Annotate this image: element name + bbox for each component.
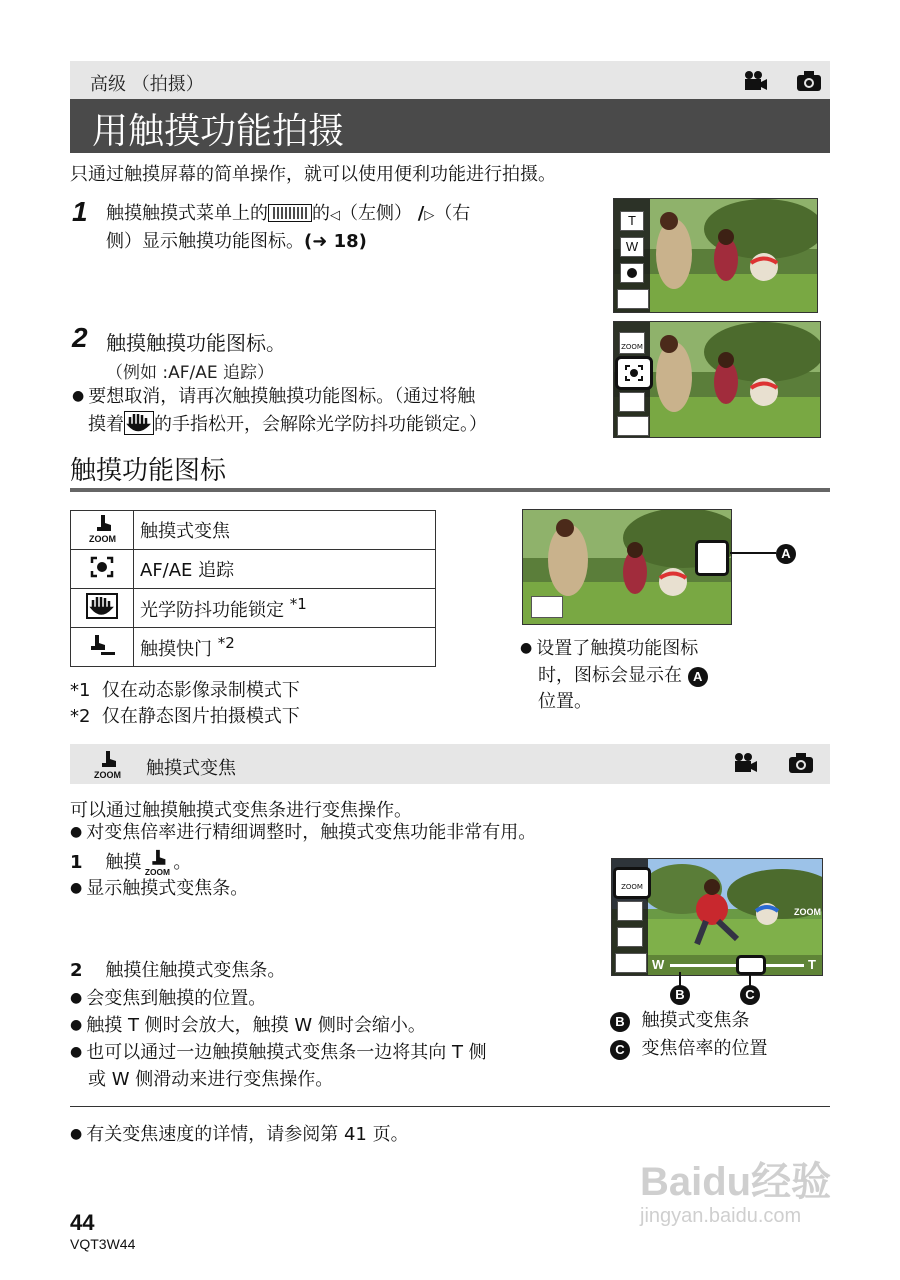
table-cell-label xyxy=(134,589,436,628)
camera-screen-1 xyxy=(613,198,818,313)
table-cell-text: 光学防抖功能锁定 xyxy=(140,599,290,621)
section-rule xyxy=(70,488,830,492)
step1-text-c: （左侧） xyxy=(340,203,412,224)
svg-text:ZOOM: ZOOM xyxy=(94,770,121,779)
bullet-text: ● 会变焦到触摸的位置。 xyxy=(70,988,266,1009)
zoom-position-indicator[interactable] xyxy=(736,955,766,975)
svg-text:ZOOM: ZOOM xyxy=(145,867,171,876)
footnote-ref: *2 xyxy=(217,633,235,652)
step2-bullet xyxy=(72,384,592,438)
touch-menu-icon xyxy=(268,204,312,222)
ois-lock-button[interactable] xyxy=(617,927,643,947)
zoom-step1-bullet xyxy=(70,876,248,903)
camera-screen-3 xyxy=(522,509,732,625)
touch-zoom-button[interactable]: ZOOM xyxy=(619,332,645,354)
still-camera-icon xyxy=(796,70,822,92)
table-cell-label xyxy=(134,628,436,667)
ois-lock-icon xyxy=(86,593,118,619)
bullet-text: ● 也可以通过一边触摸触摸式变焦条一边将其向 T 侧 xyxy=(70,1042,487,1063)
legend-letter: B xyxy=(610,1012,630,1032)
af-ae-tracking-icon xyxy=(89,555,115,579)
record-button[interactable] xyxy=(620,263,644,283)
step1-text xyxy=(106,201,586,255)
table-cell-label: AF/AE 追踪 xyxy=(134,550,436,589)
divider xyxy=(70,1106,830,1107)
still-camera-icon xyxy=(788,752,814,774)
table-row xyxy=(71,628,436,667)
table-cell-text: 触摸快门 xyxy=(140,638,218,660)
zoom-bar-t-label: T xyxy=(808,957,816,972)
camera-screen-2 xyxy=(613,321,821,438)
icon-cell xyxy=(71,511,134,550)
icon-cell xyxy=(71,628,134,667)
zoom-t-button[interactable]: T xyxy=(620,211,644,231)
watermark-logo: Baidu经验 xyxy=(640,1160,832,1204)
touch-shutter-icon xyxy=(87,633,117,657)
record-dot-icon xyxy=(627,268,637,278)
camera-screen-4 xyxy=(611,858,823,976)
footer-note-text: ● 有关变焦速度的详情，请参阅第 41 页。 xyxy=(70,1124,409,1145)
zoom-step1-text: 触摸 xyxy=(105,852,142,873)
footnote xyxy=(70,678,300,704)
step1-text-b: 的 xyxy=(312,203,330,224)
footnote xyxy=(70,704,300,730)
footnote-mark: *1 xyxy=(70,680,91,701)
table-cell-label: 触摸式变焦 xyxy=(134,511,436,550)
icon-table xyxy=(70,510,436,667)
legend-letter: C xyxy=(610,1040,630,1060)
movie-camera-icon xyxy=(742,70,768,92)
zoom-bar-w-label: W xyxy=(652,957,665,972)
zoom-label: ZOOM xyxy=(794,907,821,917)
footnote-text: 仅在动态影像录制模式下 xyxy=(101,680,300,701)
right-note-line2: 时，图标会显示在 xyxy=(538,665,682,686)
left-arrow-icon: ◁ xyxy=(330,208,340,223)
zoom-intro: 可以通过触摸触摸式变焦条进行变焦操作。 xyxy=(70,800,412,821)
callout-c xyxy=(740,984,760,1005)
icon-cell xyxy=(71,589,134,628)
legend-item xyxy=(610,1008,749,1034)
icon-cell xyxy=(71,550,134,589)
zoom-step1-bullet-text: ● 显示触摸式变焦条。 xyxy=(70,878,248,899)
step1-text-a: 触摸触摸式菜单上的 xyxy=(106,203,268,224)
table-row xyxy=(71,511,436,550)
right-arrow-icon: ▷ xyxy=(424,208,435,223)
page-reference: (➜ 18) xyxy=(304,231,367,252)
touch-zoom-icon xyxy=(85,513,119,543)
step2-bullet-line1: ● 要想取消，请再次触摸触摸功能图标。（通过将触 xyxy=(72,386,475,407)
active-touch-function-indicator xyxy=(695,540,729,576)
page-number: 44 xyxy=(70,1210,95,1235)
step2-example: （例如 :AF/AE 追踪） xyxy=(106,363,275,383)
zoom-bullet-text: ● 对变焦倍率进行精细调整时，触摸式变焦功能非常有用。 xyxy=(70,822,536,843)
step2-bullet-line2a: 摸着 xyxy=(88,414,124,435)
step1-text-f: 侧）显示触摸功能图标。 xyxy=(106,231,304,252)
subsection-title: 触摸式变焦 xyxy=(146,758,236,779)
legend-text: 触摸式变焦条 xyxy=(641,1010,750,1031)
legend-text: 变焦倍率的位置 xyxy=(641,1038,768,1059)
step-number: 1 xyxy=(72,196,88,227)
af-ae-tracking-button[interactable] xyxy=(617,901,643,921)
zoom-step2-text: 触摸住触摸式变焦条。 xyxy=(105,960,286,981)
right-note xyxy=(520,636,760,715)
step1-slash: / xyxy=(417,203,425,224)
footnote-ref: *1 xyxy=(289,594,307,613)
zoom-w-button[interactable]: W xyxy=(620,237,644,257)
ois-lock-icon xyxy=(124,411,154,435)
breadcrumb: 高级 （拍摄） xyxy=(90,74,204,95)
footnote-text: 仅在静态图片拍摄模式下 xyxy=(101,706,300,727)
callout-letter: B xyxy=(670,985,690,1005)
movie-camera-icon xyxy=(732,752,758,774)
zoom-step2 xyxy=(70,958,285,984)
zoom-step1 xyxy=(70,848,191,876)
af-ae-tracking-icon xyxy=(624,364,644,382)
zoom-step2-bullets xyxy=(70,986,590,1093)
footer-note xyxy=(70,1122,409,1149)
touch-menu-tab[interactable] xyxy=(617,289,649,309)
callout-line xyxy=(730,552,776,554)
step-number: 2 xyxy=(72,322,88,353)
svg-text:ZOOM: ZOOM xyxy=(89,533,116,543)
callout-letter: A xyxy=(688,667,708,687)
right-note-line1: ● 设置了触摸功能图标 xyxy=(520,638,698,659)
callout-a xyxy=(776,543,796,564)
touch-menu-tab[interactable] xyxy=(615,953,647,973)
step2-text: 触摸触摸功能图标。 xyxy=(106,331,286,355)
bullet-text: 或 W 侧滑动来进行变焦操作。 xyxy=(88,1069,334,1090)
touch-zoom-icon xyxy=(90,749,124,779)
step1-text-e: （右 xyxy=(434,203,471,224)
zoom-bullet xyxy=(70,820,536,847)
model-code: VQT3W44 xyxy=(70,1236,136,1252)
af-ae-tracking-button[interactable] xyxy=(615,356,653,390)
touch-zoom-icon xyxy=(141,848,173,876)
touch-menu-tab[interactable] xyxy=(531,596,563,618)
table-row xyxy=(71,550,436,589)
section-title: 触摸功能图标 xyxy=(70,456,227,486)
bullet-text: ● 触摸 T 侧时会放大，触摸 W 侧时会缩小。 xyxy=(70,1015,426,1036)
zoom-step1-end: 。 xyxy=(173,852,192,873)
ois-lock-button[interactable] xyxy=(619,392,645,412)
step-number: 2 xyxy=(70,960,83,981)
callout-letter: C xyxy=(740,985,760,1005)
right-note-line3: 位置。 xyxy=(538,691,592,712)
callout-b xyxy=(670,984,690,1005)
footnote-mark: *2 xyxy=(70,706,91,727)
page-title: 用触摸功能拍摄 xyxy=(92,111,345,152)
intro-text: 只通过触摸屏幕的简单操作，就可以使用便利功能进行拍摄。 xyxy=(70,164,556,185)
touch-menu-tab[interactable] xyxy=(617,416,649,436)
legend-item xyxy=(610,1036,767,1062)
callout-letter: A xyxy=(776,544,796,564)
step2-bullet-line2b: 的手指松开，会解除光学防抖功能锁定。） xyxy=(154,414,487,435)
table-row xyxy=(71,589,436,628)
touch-zoom-button[interactable]: ZOOM xyxy=(613,867,651,899)
step-number: 1 xyxy=(70,852,83,873)
watermark-url: jingyan.baidu.com xyxy=(640,1205,802,1227)
